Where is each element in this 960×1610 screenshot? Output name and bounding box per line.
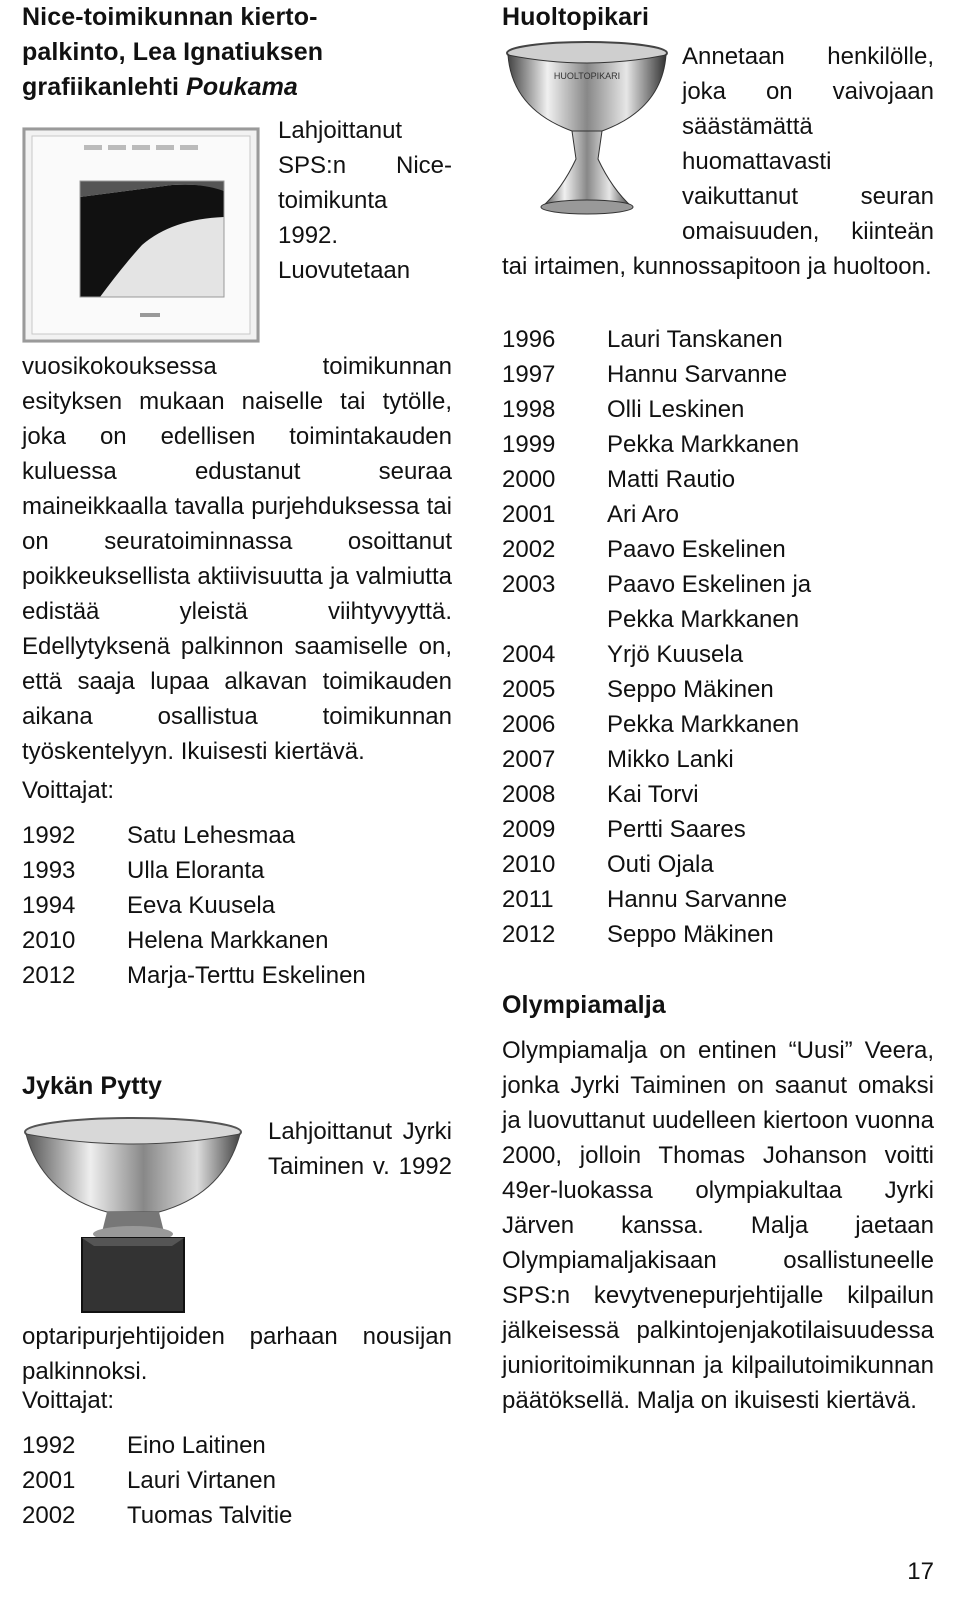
name-cell: Yrjö Kuusela: [607, 641, 744, 668]
table-row: [502, 777, 934, 812]
nice-title-line1: Nice-toimikunnan kierto-: [22, 3, 318, 31]
name-cell: Outi Ojala: [607, 851, 714, 878]
nice-section: [22, 113, 452, 769]
cup-engraving-text: HUOLTOPIKARI: [553, 71, 621, 81]
name-cell: Ulla Eloranta: [127, 857, 265, 884]
year-cell: 2007: [502, 746, 556, 773]
year-cell: 1993: [22, 857, 76, 884]
name-cell: Eino Laitinen: [127, 1432, 266, 1459]
table-row: [502, 812, 934, 847]
table-row: [502, 847, 934, 882]
table-row: [22, 958, 452, 993]
year-cell: 2002: [22, 1502, 76, 1529]
nice-title-italic: Poukama: [186, 73, 298, 101]
table-row: [502, 392, 934, 427]
name-cell: Pertti Saares: [607, 816, 746, 843]
year-cell: 2006: [502, 711, 556, 738]
name-cell: Kai Torvi: [607, 781, 699, 808]
name-cell: Pekka Markkanen: [607, 711, 800, 738]
year-cell: 1992: [22, 822, 76, 849]
table-row: [22, 1463, 452, 1498]
name-cell: Satu Lehesmaa: [127, 822, 296, 849]
name-cell: Olli Leskinen: [607, 396, 745, 423]
name-cell: Paavo Eskelinen ja: [607, 571, 812, 598]
nice-title: [22, 0, 452, 105]
table-row: [502, 532, 934, 567]
year-cell: 1997: [502, 361, 556, 388]
jykan-winners-table: [22, 1428, 452, 1533]
jykan-bowl-image: [22, 1114, 244, 1319]
table-row: [22, 923, 452, 958]
jykan-section: [22, 1114, 452, 1389]
huolto-description: Annetaan henkilölle, joka on vaivojaan säästämättä huomattavasti vaikuttanut seuran omaisuuden, kiinteän tai irtaimen, kunnossapitoon ja huoltoon.: [502, 43, 934, 280]
olympia-description: Olympiamalja on entinen “Uusi” Veera, jonka Jyrki Taiminen on saanut omaksi ja luovuttanut uudelleen kiertoon vuonna 2000, jolloin Thomas Johanson voitti 49er-luokassa olympiakultaa Jyrki Järven kanssa. Malja jaetaan Olympiamaljakisaan osallistuneelle SPS:n kevytvenepurjehtijalle kilpailun jälkeisessä palkintojenjakotilaisuudessa junioritoimikunnan ja kilpailutoimikunnan päätöksellä. Malja on ikuisesti kiertävä.: [502, 1037, 934, 1414]
nice-winners-label: Voittajat:: [22, 777, 115, 804]
poukama-artwork-image: [22, 127, 260, 343]
name-cell: Lauri Virtanen: [127, 1467, 276, 1494]
year-cell: 1998: [502, 396, 556, 423]
table-row: [22, 1498, 452, 1533]
table-row: [502, 357, 934, 392]
table-row: [502, 567, 934, 602]
table-row: [22, 818, 452, 853]
year-cell: 1992: [22, 1432, 76, 1459]
table-row: [502, 602, 934, 637]
name-cell: Tuomas Talvitie: [127, 1502, 293, 1529]
year-cell: 2012: [502, 921, 556, 948]
year-cell: 1996: [502, 326, 556, 353]
year-cell: 2005: [502, 676, 556, 703]
year-cell: 2008: [502, 781, 556, 808]
name-cell: Paavo Eskelinen: [607, 536, 786, 563]
nice-title-line2: palkinto, Lea Ignatiuksen: [22, 38, 324, 66]
table-row: [22, 853, 452, 888]
table-row: [502, 707, 934, 742]
year-cell: 2010: [22, 927, 76, 954]
nice-description: Lahjoittanut SPS:n Nice-toimikunta 1992. Luovutetaan vuosikokouksessa toimikunnan esityksen mukaan naiselle tai tytölle, joka on edellisen toimintakauden kuluessa edustanut seuraa maineikkaalla tavalla purjehduksessa tai on seuratoiminnassa osoittanut poikkeuksellista aktiivisuutta ja valmiutta edistää yleistä viihtyvyyttä. Edellytyksenä palkinnon saamiselle on, että saaja lupaa alkavan toimikauden aikana osallistua toimikunnan työskentelyyn. Ikuisesti kiertävä.: [22, 117, 452, 765]
table-row: [502, 637, 934, 672]
framed-print-graphic: [22, 127, 260, 343]
year-cell: [502, 602, 607, 637]
table-row: [502, 917, 934, 952]
jykan-description: Lahjoittanut Jyrki Taiminen v. 1992 optaripurjehtijoiden parhaan nousijan palkinnoksi.: [22, 1118, 452, 1385]
name-cell: Hannu Sarvanne: [607, 886, 788, 913]
table-row: [502, 882, 934, 917]
table-row: [502, 497, 934, 532]
trophy-bowl-graphic: [22, 1114, 244, 1319]
name-cell: Marja-Terttu Eskelinen: [127, 962, 366, 989]
year-cell: 2012: [22, 962, 76, 989]
huolto-title: Huoltopikari: [502, 3, 650, 31]
olympia-title: Olympiamalja: [502, 991, 666, 1019]
year-cell: 1994: [22, 892, 76, 919]
name-cell: Lauri Tanskanen: [607, 326, 783, 353]
year-cell: 1999: [502, 431, 556, 458]
table-row: [22, 888, 452, 923]
year-cell: 2011: [502, 886, 554, 913]
table-row: [22, 1428, 452, 1463]
nice-winners-table: [22, 818, 452, 993]
name-cell: Hannu Sarvanne: [607, 361, 788, 388]
left-column: [22, 0, 452, 1533]
year-cell: 2000: [502, 466, 556, 493]
huolto-winners-table: [502, 322, 934, 952]
year-cell: 2004: [502, 641, 556, 668]
table-row: [502, 322, 934, 357]
year-cell: 2010: [502, 851, 556, 878]
table-row: [502, 672, 934, 707]
name-cell: Ari Aro: [607, 501, 680, 528]
name-cell: Pekka Markkanen: [607, 431, 800, 458]
year-cell: 2003: [502, 571, 556, 598]
jykan-title: Jykän Pytty: [22, 1072, 163, 1100]
page-number: 17: [907, 1558, 934, 1585]
year-cell: 2002: [502, 536, 556, 563]
name-cell: Eeva Kuusela: [127, 892, 276, 919]
jykan-winners-label: Voittajat:: [22, 1387, 115, 1414]
year-cell: 2009: [502, 816, 556, 843]
year-cell: 2001: [22, 1467, 76, 1494]
nice-title-line3: grafiikanlehti: [22, 73, 187, 101]
table-row: [502, 742, 934, 777]
goblet-graphic: [502, 39, 672, 219]
table-row: [502, 427, 934, 462]
name-cell: Matti Rautio: [607, 466, 736, 493]
huolto-cup-image: [502, 39, 672, 219]
table-row: [502, 462, 934, 497]
name-cell: Seppo Mäkinen: [607, 676, 774, 703]
right-column: [502, 0, 934, 1418]
name-cell: Helena Markkanen: [127, 927, 329, 954]
name-cell: Mikko Lanki: [607, 746, 734, 773]
name-cell: Pekka Markkanen: [607, 606, 800, 633]
name-cell: Seppo Mäkinen: [607, 921, 774, 948]
year-cell: 2001: [502, 501, 556, 528]
huolto-section: [502, 39, 934, 284]
